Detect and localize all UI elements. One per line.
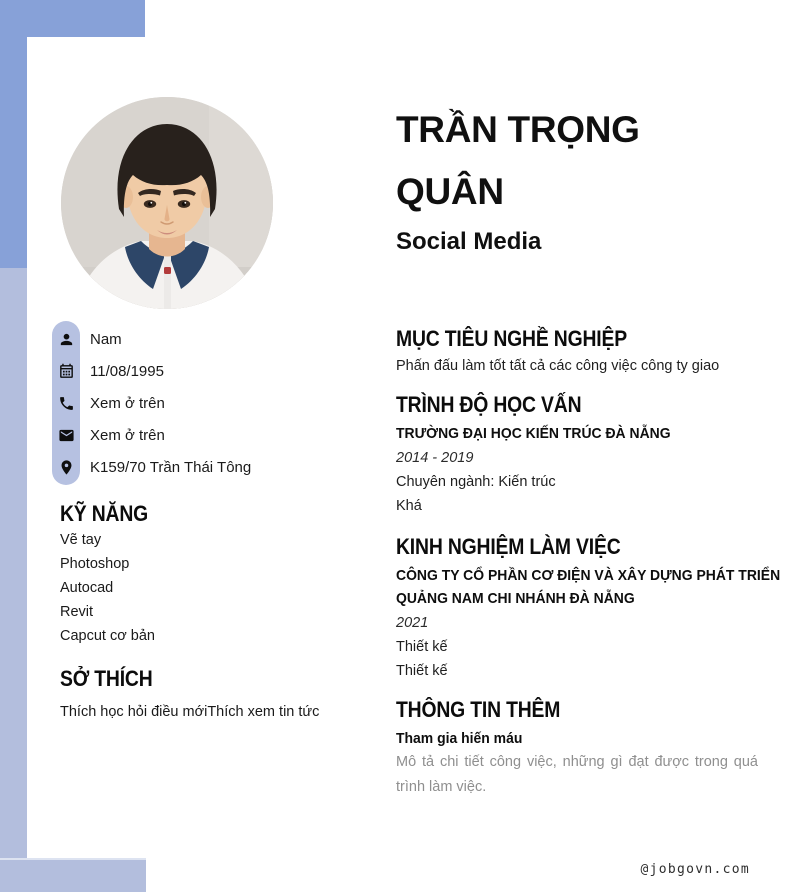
job-title: Social Media [396, 228, 542, 255]
right-column [396, 326, 781, 799]
info-row-address [52, 451, 382, 483]
experience-heading: KINH NGHIỆM LÀM VIỆC [396, 533, 621, 559]
info-row-email [52, 419, 382, 451]
candidate-name-line1: TRẦN TRỌNG [396, 109, 640, 150]
section-education [396, 392, 758, 518]
person-icon [52, 331, 80, 348]
info-value-email: Xem ở trên [90, 426, 165, 444]
profile-photo [61, 97, 273, 309]
location-icon [52, 459, 80, 476]
section-experience [396, 533, 781, 683]
hobbies-heading: SỞ THÍCH [60, 666, 153, 691]
watermark: @jobgovn.com [640, 862, 750, 877]
education-school: TRƯỜNG ĐẠI HỌC KIẾN TRÚC ĐÀ NẴNG [396, 425, 671, 442]
decoration-left-strip-light [0, 268, 27, 892]
info-value-phone: Xem ở trên [90, 394, 165, 412]
email-icon [52, 427, 80, 444]
info-row-birthdate [52, 355, 382, 387]
candidate-name [396, 99, 766, 223]
experience-duty: Thiết kế [396, 638, 448, 655]
info-row-phone [52, 387, 382, 419]
decoration-top-bar [0, 0, 145, 37]
info-value-gender: Nam [90, 330, 122, 348]
candidate-name-line2: QUÂN [396, 171, 504, 212]
additional-placeholder: Mô tả chi tiết công việc, những gì đạt được trong quá trình làm việc. [396, 754, 758, 795]
personal-info-list [52, 321, 382, 485]
info-row-gender [52, 323, 382, 355]
education-heading: TRÌNH ĐỘ HỌC VẤN [396, 392, 582, 417]
education-major: Chuyên ngành: Kiến trúc [396, 473, 556, 490]
info-value-address: K159/70 Trần Thái Tông [90, 458, 252, 476]
objective-body: Phấn đấu làm tốt tất cả các công việc công ty giao [396, 358, 720, 374]
left-column [52, 321, 382, 724]
decoration-left-strip-dark [0, 0, 27, 268]
hobbies-text: Thích học hỏi điều mớiThích xem tin tức [60, 704, 320, 720]
objective-heading: MỤC TIÊU NGHỀ NGHIỆP [396, 326, 627, 351]
decoration-bottom-bar [0, 858, 146, 892]
section-additional-info [396, 697, 758, 800]
additional-line: Tham gia hiến máu [396, 729, 523, 747]
resume-header [396, 99, 766, 256]
experience-company-line1: CÔNG TY CỔ PHẦN CƠ ĐIỆN VÀ XÂY DỰNG PHÁT TRIỂN [396, 566, 781, 584]
skills-heading: KỸ NĂNG [60, 501, 149, 526]
section-objective [396, 326, 758, 378]
education-period: 2014 - 2019 [396, 449, 474, 466]
experience-company [396, 564, 781, 611]
experience-duty: Thiết kế [396, 662, 448, 679]
portrait-illustration [61, 97, 273, 309]
experience-company-line2: QUẢNG NAM CHI NHÁNH ĐÀ NẴNG [396, 590, 635, 607]
calendar-icon [52, 363, 80, 380]
info-value-birthdate: 11/08/1995 [90, 362, 164, 380]
skill-item: Revit [60, 604, 94, 620]
skill-item: Vẽ tay [60, 532, 102, 548]
education-grade: Khá [396, 497, 422, 514]
phone-icon [52, 395, 80, 412]
skill-item: Photoshop [60, 556, 130, 572]
skill-item: Capcut cơ bản [60, 628, 155, 644]
experience-period: 2021 [396, 614, 429, 631]
additional-heading: THÔNG TIN THÊM [396, 696, 561, 722]
skill-item: Autocad [60, 580, 114, 596]
skills-list [60, 528, 382, 648]
